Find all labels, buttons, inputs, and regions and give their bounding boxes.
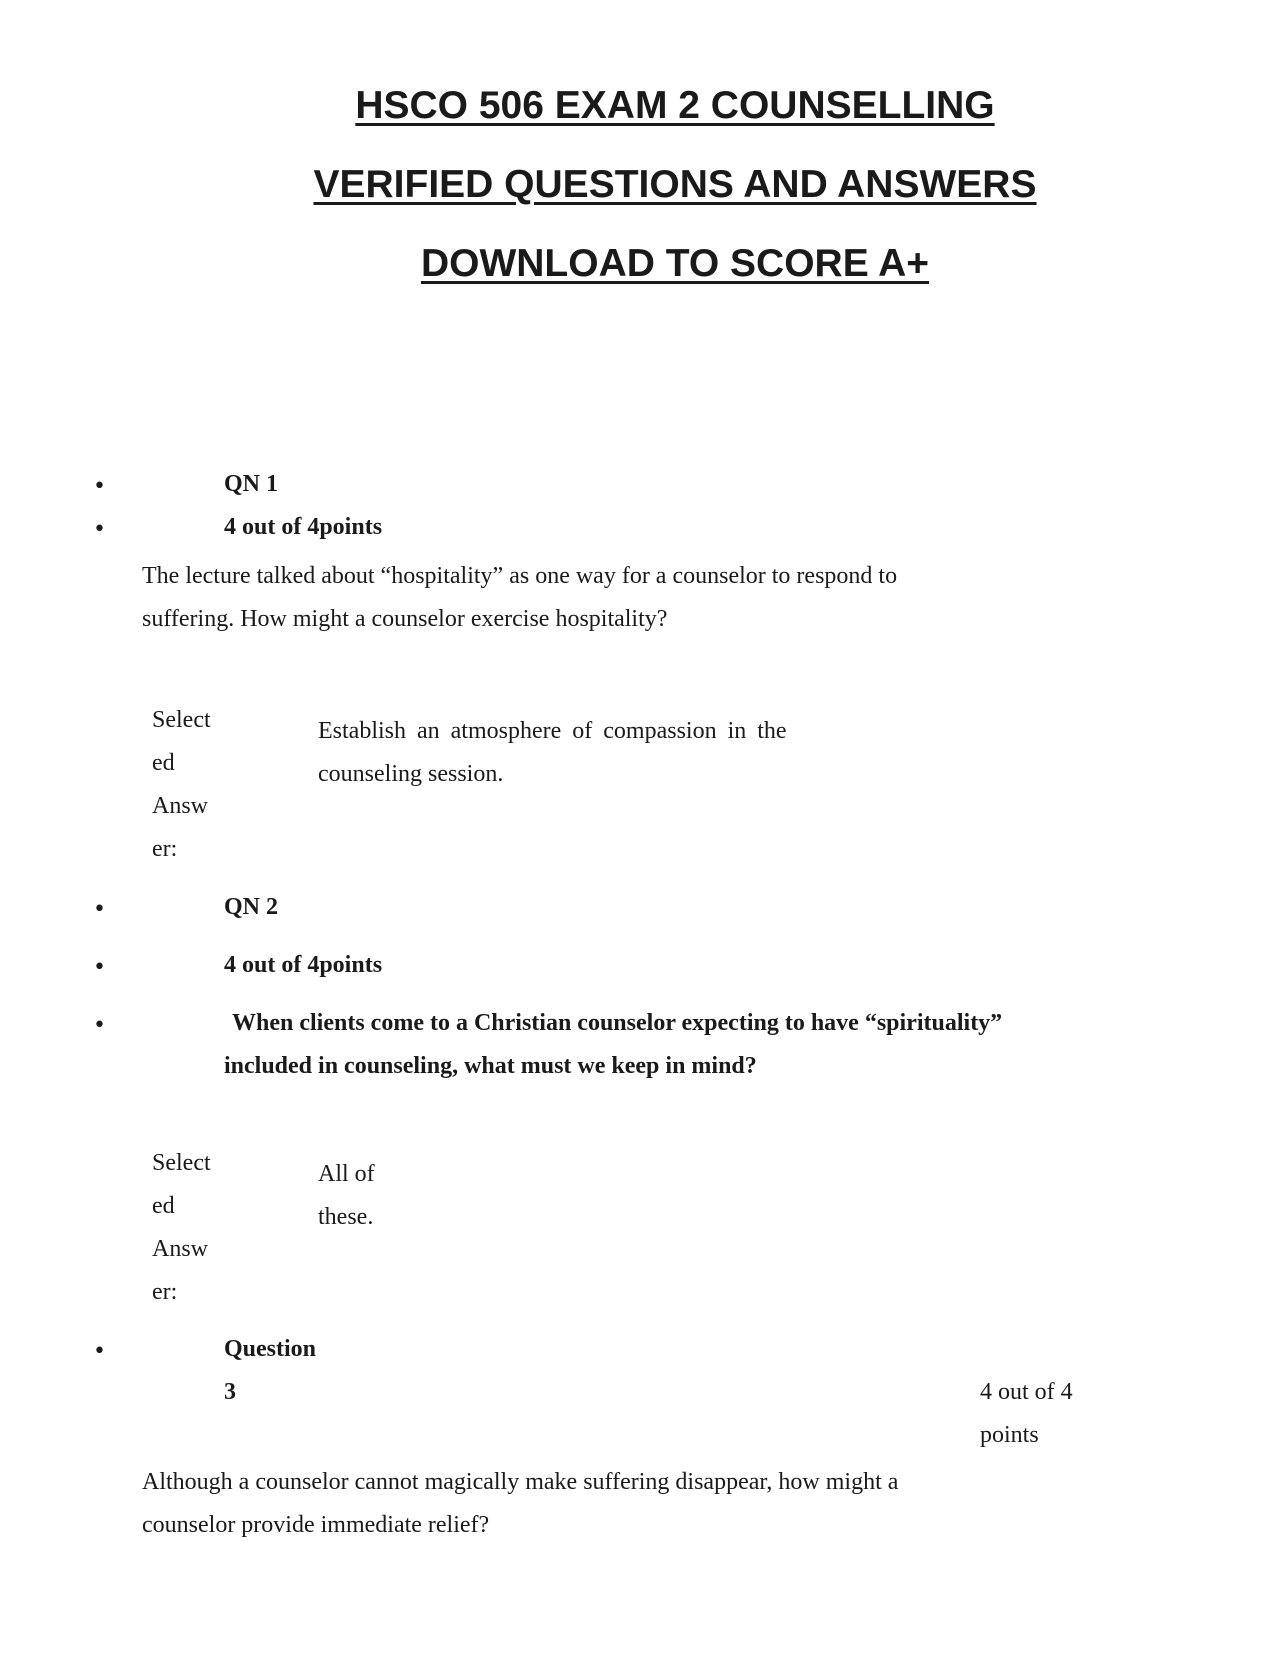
q3-question-text xyxy=(142,1461,898,1547)
bullet-glyph: • xyxy=(93,517,106,542)
q2-selected-answer xyxy=(318,1153,375,1239)
q3-points xyxy=(980,1371,1073,1457)
q2-question-line-1: When clients come to a Christian counselor expecting to have “spirituality” xyxy=(232,1010,1003,1036)
q3-points-line-2: points xyxy=(980,1422,1039,1448)
document-title-line-2: VERIFIED QUESTIONS AND ANSWERS xyxy=(313,163,1037,206)
q2-question-line-2: included in counseling, what must we keep in mind? xyxy=(224,1053,757,1079)
q3-label-line-2: 3 xyxy=(224,1379,236,1405)
q1-question-text xyxy=(142,555,897,641)
q3-label-line-1: Question xyxy=(224,1336,317,1362)
bullet-glyph: • xyxy=(93,1339,106,1364)
bullet-glyph: • xyxy=(93,897,106,922)
document-title-line-1: HSCO 506 EXAM 2 COUNSELLING xyxy=(355,84,995,127)
q1-points: 4 out of 4points xyxy=(224,514,383,540)
q2-answer-line-1: All of xyxy=(318,1161,375,1187)
q1-label: QN 1 xyxy=(224,471,278,497)
q2-answer-line-2: these. xyxy=(318,1204,374,1230)
q1-selected-answer xyxy=(318,710,787,796)
q1-question-line-2: suffering. How might a counselor exercise hospitality? xyxy=(142,606,668,632)
q3-question-line-1: Although a counselor cannot magically make suffering disappear, how might a xyxy=(142,1469,899,1495)
document-title-line-3: DOWNLOAD TO SCORE A+ xyxy=(420,242,930,285)
bullet-glyph: • xyxy=(93,955,106,980)
q1-answer-line-1: Establish an atmosphere of compassion in the xyxy=(318,718,787,744)
label-line: er: xyxy=(152,1279,178,1305)
q1-selected-answer-label xyxy=(152,699,211,871)
label-line: ed xyxy=(152,1193,175,1219)
q1-answer-line-2: counseling session. xyxy=(318,761,504,787)
label-line: Select xyxy=(152,707,211,733)
label-line: er: xyxy=(152,836,178,862)
label-line: Answ xyxy=(152,793,209,819)
q3-question-line-2: counselor provide immediate relief? xyxy=(142,1512,490,1538)
q2-points: 4 out of 4points xyxy=(224,952,383,978)
q3-points-line-1: 4 out of 4 xyxy=(980,1379,1073,1405)
q1-question-line-1: The lecture talked about “hospitality” as one way for a counselor to respond to xyxy=(142,563,898,589)
bullet-glyph: • xyxy=(93,474,106,499)
bullet-glyph: • xyxy=(93,1013,106,1038)
q2-selected-answer-label xyxy=(152,1142,211,1314)
q3-label xyxy=(224,1328,316,1414)
label-line: Select xyxy=(152,1150,211,1176)
q2-label: QN 2 xyxy=(224,894,278,920)
q2-question-text xyxy=(224,1002,1002,1088)
label-line: ed xyxy=(152,750,175,776)
label-line: Answ xyxy=(152,1236,209,1262)
